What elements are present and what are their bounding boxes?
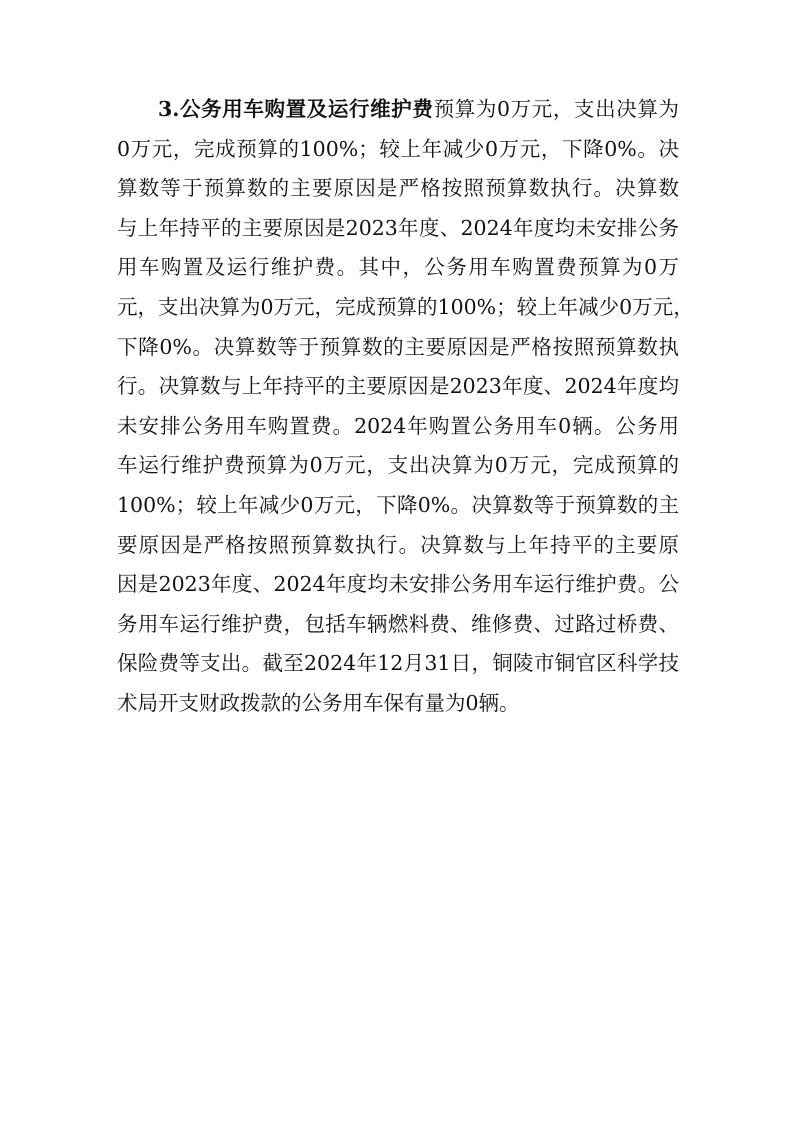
paragraph-line: 务用车运行维护费，包括车辆燃料费、维修费、过路过桥费、 — [117, 611, 679, 636]
paragraph-line: 要原因是严格按照预算数执行。决算数与上年持平的主要原 — [117, 532, 679, 557]
paragraph-line-1 — [117, 90, 679, 130]
paragraph-line: 0万元，完成预算的100%；较上年减少0万元，下降0%。决 — [117, 136, 679, 161]
line-text: 预算为0万元，支出决算为 — [433, 97, 680, 121]
paragraph-line: 100%；较上年减少0万元，下降0%。决算数等于预算数的主 — [117, 492, 679, 517]
paragraph-line: 元，支出决算为0万元，完成预算的100%；较上年减少0万元， — [117, 294, 694, 319]
paragraph-line: 保险费等支出。截至2024年12月31日，铜陵市铜官区科学技 — [117, 651, 679, 676]
paragraph-line: 行。决算数与上年持平的主要原因是2023年度、2024年度均 — [117, 374, 679, 399]
paragraph-line: 与上年持平的主要原因是2023年度、2024年度均未安排公务 — [117, 215, 679, 240]
paragraph-line: 未安排公务用车购置费。2024年购置公务用车0辆。公务用 — [117, 413, 679, 438]
paragraph-line-last: 术局开支财政拨款的公务用车保有量为0辆。 — [117, 690, 520, 715]
section-heading: 3.公务用车购置及运行维护费 — [158, 97, 434, 121]
paragraph-line: 算数等于预算数的主要原因是严格按照预算数执行。决算数 — [117, 176, 679, 201]
paragraph-line: 因是2023年度、2024年度均未安排公务用车运行维护费。公 — [117, 572, 679, 597]
paragraph-line: 下降0%。决算数等于预算数的主要原因是严格按照预算数执 — [117, 334, 679, 359]
paragraph-line: 用车购置及运行维护费。其中，公务用车购置费预算为0万 — [117, 255, 679, 280]
paragraph-vehicle-expenses — [117, 90, 694, 724]
paragraph-line: 车运行维护费预算为0万元，支出决算为0万元，完成预算的 — [117, 453, 679, 478]
